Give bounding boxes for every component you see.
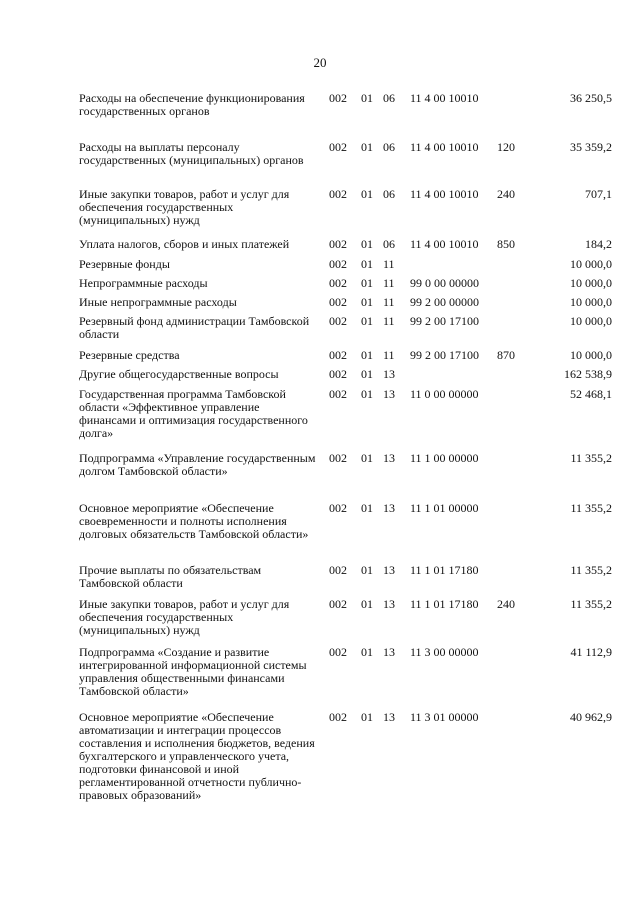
row-sum: 11 355,2	[570, 501, 612, 515]
row-csr: 11 4 00 10010	[410, 91, 479, 105]
row-rz: 01	[361, 295, 373, 309]
row-name: Расходы на выплаты персоналу государственных (муниципальных) органов	[79, 140, 304, 167]
row-vr: 240	[497, 597, 515, 611]
row-sum: 162 538,9	[564, 367, 612, 381]
row-csr: 11 1 01 00000	[410, 501, 479, 515]
row-rz: 01	[361, 710, 373, 724]
row-ved: 002	[329, 563, 347, 577]
row-csr: 11 1 01 17180	[410, 563, 479, 577]
row-rz: 01	[361, 563, 373, 577]
row-vr: 870	[497, 348, 515, 362]
row-ved: 002	[329, 710, 347, 724]
row-ved: 002	[329, 295, 347, 309]
row-ved: 002	[329, 645, 347, 659]
page-number: 20	[313, 55, 327, 70]
row-sum: 707,1	[585, 187, 612, 201]
row-ved: 002	[329, 451, 347, 465]
row-pr: 13	[383, 710, 395, 724]
row-rz: 01	[361, 91, 373, 105]
row-pr: 11	[383, 348, 395, 362]
row-vr: 120	[497, 140, 515, 154]
row-pr: 06	[383, 91, 395, 105]
row-pr: 13	[383, 645, 395, 659]
row-rz: 01	[361, 257, 373, 271]
row-pr: 06	[383, 187, 395, 201]
row-csr: 11 4 00 10010	[410, 140, 479, 154]
row-name: Прочие выплаты по обязательствам Тамбовской области	[79, 563, 262, 590]
row-sum: 184,2	[585, 237, 612, 251]
row-ved: 002	[329, 348, 347, 362]
row-ved: 002	[329, 314, 347, 328]
row-name: Резервные фонды	[79, 257, 170, 271]
row-rz: 01	[361, 348, 373, 362]
row-ved: 002	[329, 367, 347, 381]
row-csr: 99 2 00 00000	[410, 295, 479, 309]
row-pr: 06	[383, 140, 395, 154]
row-rz: 01	[361, 140, 373, 154]
row-ved: 002	[329, 387, 347, 401]
row-name: Основное мероприятие «Обеспечение автоматизации и интеграции процессов составления и исполнения бюджетов, ведения бухгалтерского и управленческого учета, подготовки финансовой и иной регламентированной отчетности публично-правовых образований»	[79, 710, 315, 802]
row-csr: 11 4 00 10010	[410, 187, 479, 201]
row-name: Иные закупки товаров, работ и услуг для обеспечения государственных (муниципальных) нужд	[79, 187, 290, 227]
row-csr: 11 1 01 17180	[410, 597, 479, 611]
row-rz: 01	[361, 276, 373, 290]
row-csr: 11 4 00 10010	[410, 237, 479, 251]
row-csr: 99 0 00 00000	[410, 276, 479, 290]
row-ved: 002	[329, 257, 347, 271]
row-sum: 35 359,2	[570, 140, 612, 154]
row-pr: 11	[383, 257, 395, 271]
row-pr: 13	[383, 451, 395, 465]
row-pr: 11	[383, 314, 395, 328]
row-rz: 01	[361, 597, 373, 611]
row-sum: 36 250,5	[570, 91, 612, 105]
row-name: Другие общегосударственные вопросы	[79, 367, 279, 381]
row-name: Основное мероприятие «Обеспечение своевременности и полноты исполнения долговых обязательств Тамбовской области»	[79, 501, 309, 541]
row-name: Иные закупки товаров, работ и услуг для обеспечения государственных (муниципальных) нужд	[79, 597, 290, 637]
row-pr: 13	[383, 367, 395, 381]
row-sum: 10 000,0	[570, 257, 612, 271]
row-sum: 52 468,1	[570, 387, 612, 401]
row-rz: 01	[361, 451, 373, 465]
row-name: Непрограммные расходы	[79, 276, 208, 290]
row-ved: 002	[329, 187, 347, 201]
row-csr: 11 0 00 00000	[410, 387, 479, 401]
row-rz: 01	[361, 387, 373, 401]
row-name: Иные непрограммные расходы	[79, 295, 237, 309]
row-ved: 002	[329, 140, 347, 154]
row-sum: 11 355,2	[570, 597, 612, 611]
row-pr: 13	[383, 597, 395, 611]
row-sum: 11 355,2	[570, 563, 612, 577]
row-sum: 10 000,0	[570, 276, 612, 290]
row-name: Уплата налогов, сборов и иных платежей	[79, 237, 290, 251]
row-name: Резервные средства	[79, 348, 180, 362]
row-rz: 01	[361, 237, 373, 251]
row-sum: 10 000,0	[570, 295, 612, 309]
row-sum: 10 000,0	[570, 348, 612, 362]
row-csr: 99 2 00 17100	[410, 314, 479, 328]
row-rz: 01	[361, 645, 373, 659]
row-name: Расходы на обеспечение функционирования государственных органов	[79, 91, 305, 118]
row-rz: 01	[361, 314, 373, 328]
row-ved: 002	[329, 237, 347, 251]
row-sum: 40 962,9	[570, 710, 612, 724]
row-ved: 002	[329, 597, 347, 611]
row-csr: 99 2 00 17100	[410, 348, 479, 362]
row-name: Подпрограмма «Управление государственным долгом Тамбовской области»	[79, 451, 316, 478]
row-sum: 11 355,2	[570, 451, 612, 465]
row-pr: 13	[383, 387, 395, 401]
row-sum: 10 000,0	[570, 314, 612, 328]
row-sum: 41 112,9	[570, 645, 612, 659]
row-rz: 01	[361, 187, 373, 201]
row-csr: 11 1 00 00000	[410, 451, 479, 465]
row-rz: 01	[361, 501, 373, 515]
row-name: Государственная программа Тамбовской области «Эффективное управление финансами и оптимизация государственного долга»	[79, 387, 308, 440]
row-ved: 002	[329, 276, 347, 290]
row-ved: 002	[329, 501, 347, 515]
row-csr: 11 3 00 00000	[410, 645, 479, 659]
row-pr: 11	[383, 295, 395, 309]
row-pr: 11	[383, 276, 395, 290]
row-pr: 13	[383, 563, 395, 577]
row-csr: 11 3 01 00000	[410, 710, 479, 724]
row-vr: 240	[497, 187, 515, 201]
row-rz: 01	[361, 367, 373, 381]
row-ved: 002	[329, 91, 347, 105]
row-vr: 850	[497, 237, 515, 251]
row-pr: 06	[383, 237, 395, 251]
row-name: Подпрограмма «Создание и развитие интегрированной информационной системы управления общественными финансами Тамбовской области»	[79, 645, 307, 698]
row-name: Резервный фонд администрации Тамбовской области	[79, 314, 310, 341]
row-pr: 13	[383, 501, 395, 515]
